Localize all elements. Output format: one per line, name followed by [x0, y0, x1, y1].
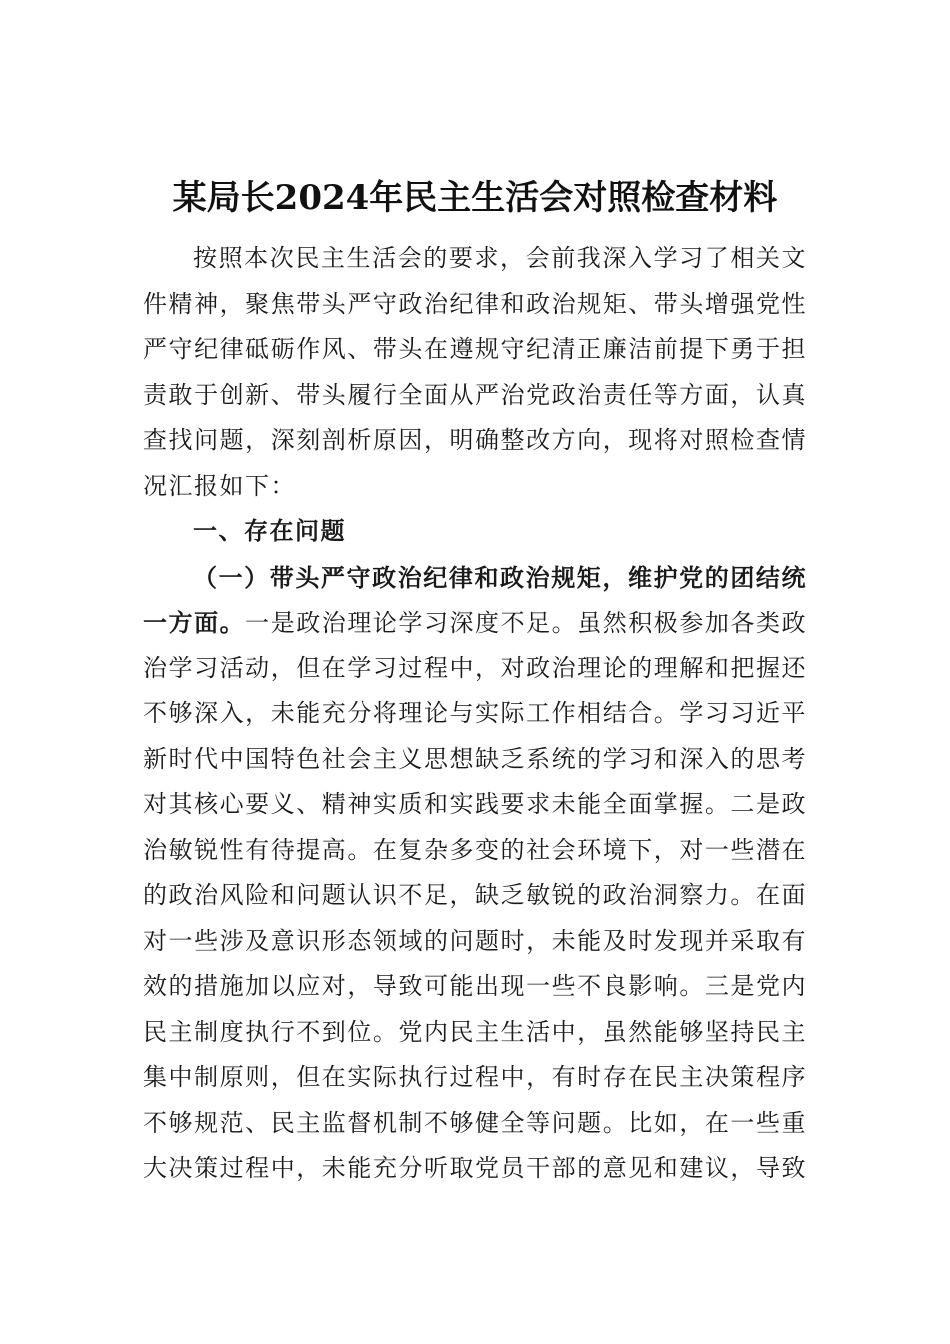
intro-line: 按照本次民主生活会的要求，会前我深入学习了相关文: [193, 244, 807, 272]
intro-line: 严守纪律砥砺作风、带头在遵规守纪清正廉洁前提下勇于担: [143, 335, 807, 363]
subsection-line-mixed: [143, 600, 807, 646]
paragraph-line: 对其核心要义、精神实质和实践要求未能全面掌握。二是政: [143, 790, 807, 818]
paragraph-line: 集中制原则，但在实际执行过程中，有时存在民主决策程序: [143, 1063, 807, 1091]
paragraph-line: 新时代中国特色社会主义思想缺乏系统的学习和深入的思考: [143, 744, 807, 773]
paragraph-line: 治学习活动，但在学习过程中，对政治理论的理解和把握还: [143, 653, 807, 682]
intro-line: 查找问题，深刻剖析原因，明确整改方向，现将对照检查情: [143, 426, 807, 454]
paragraph-text: 一是政治理论学习深度不足。虽然积极参加各类政: [245, 609, 807, 637]
intro-line: 责敢于创新、带头履行全面从严治党政治责任等方面，认真: [143, 380, 807, 409]
paragraph-line: 不够深入，未能充分将理论与实际工作相结合。学习习近平: [143, 699, 807, 727]
paragraph-line: 民主制度执行不到位。党内民主生活中，虽然能够坚持民主: [143, 1017, 807, 1046]
paragraph-line: 治敏锐性有待提高。在复杂多变的社会环境下，对一些潜在: [143, 835, 807, 864]
subsection-heading-end: 一方面。: [143, 608, 246, 637]
section-heading: 一、存在问题: [193, 517, 346, 545]
subsection-heading-line: （一）带头严守政治纪律和政治规矩，维护党的团结统: [193, 562, 807, 592]
document-title: 某局长2024年民主生活会对照检查材料: [172, 178, 778, 218]
paragraph-line: 大决策过程中，未能充分听取党员干部的意见和建议，导致: [143, 1154, 807, 1182]
paragraph-line: 不够规范、民主监督机制不够健全等问题。比如，在一些重: [143, 1108, 807, 1137]
paragraph-line: 的政治风险和问题认识不足，缺乏敏锐的政治洞察力。在面: [143, 881, 807, 909]
document-body: [143, 236, 807, 1192]
intro-line: 况汇报如下：: [143, 471, 296, 500]
paragraph-line: 对一些涉及意识形态领域的问题时，未能及时发现并采取有: [143, 926, 807, 955]
paragraph-line: 效的措施加以应对，导致可能出现一些不良影响。三是党内: [143, 972, 807, 1000]
intro-line: 件精神，聚焦带头严守政治纪律和政治规矩、带头增强党性: [143, 289, 807, 318]
